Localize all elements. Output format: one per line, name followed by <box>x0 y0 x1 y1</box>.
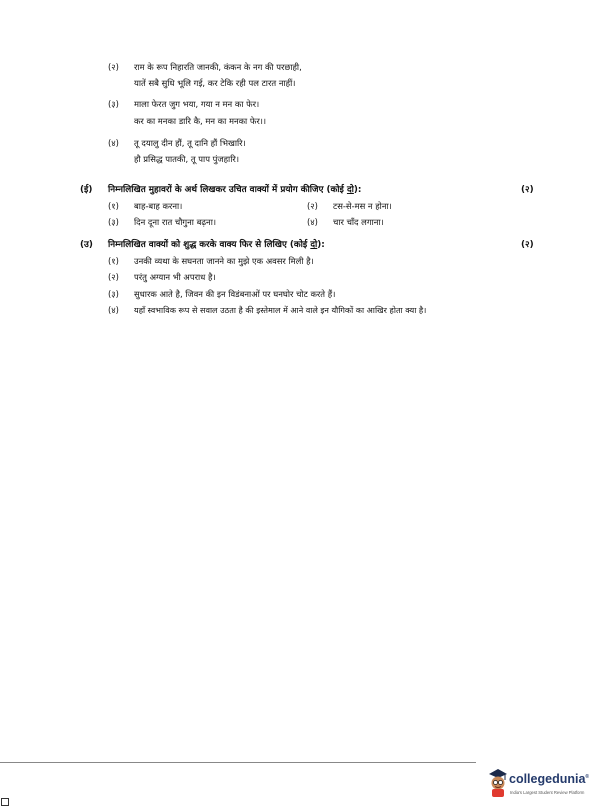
sentence-item: उनकी व्यथा के सघनता जानने का मुझे एक अवसर मिली है। <box>134 256 314 266</box>
couplet-line: माला फेरत जुग भया, गया न मन का फेर। <box>134 99 260 109</box>
idiom-item: चार चाँद लगाना। <box>333 217 384 227</box>
idiom-item: टस-से-मस न होना। <box>333 201 392 211</box>
sentence-item: सुधारक आते है, जिवन की इन विडंबनाओं पर घनघोर चोट करते हैं। <box>134 289 336 299</box>
section-heading: निम्नलिखित मुहावरों के अर्थ लिखकर उचित वाक्यों में प्रयोग कीजिए (कोई दो): <box>108 185 362 195</box>
sentence-item: यहाँ स्वभाविक रूप से सवाल उठता है की इस्तेमाल में आने वाले इन यौगिकों का आखिर होता क्या है। <box>134 305 427 315</box>
idiom-item: बाह-बाह करना। <box>134 201 183 211</box>
underlined-word: दो <box>310 240 318 250</box>
couplet-number: (३) <box>108 99 119 109</box>
logo-wordmark: collegedunia® <box>509 772 590 786</box>
item-number: (१) <box>108 256 119 266</box>
item-number: (४) <box>307 217 318 227</box>
section-marker: (उ) <box>80 240 93 250</box>
idiom-item: दिन दूना रात चौगुना बढ़ना। <box>134 217 217 227</box>
couplet-line: कर का मनका डारि कै, मन का मनका फेर।। <box>134 116 267 126</box>
couplet-number: (४) <box>108 138 119 148</box>
couplet-line: तू दयालु दीन हौं, तू दानि हौं भिखारि। <box>134 138 246 148</box>
section-heading: निम्नलिखित वाक्यों को शुद्ध करके वाक्य फिर से लिखिए (कोई दो): <box>108 240 325 250</box>
underlined-word: दो <box>346 185 354 195</box>
footer-divider <box>0 762 476 763</box>
item-number: (२) <box>108 272 119 282</box>
item-number: (४) <box>108 305 119 315</box>
section-marks: (२) <box>521 240 534 250</box>
item-number: (१) <box>108 201 119 211</box>
item-number: (३) <box>108 217 119 227</box>
corner-square <box>1 798 9 806</box>
item-number: (३) <box>108 289 119 299</box>
item-number: (२) <box>307 201 318 211</box>
mascot-icon <box>487 768 509 798</box>
couplet-line: हौ प्रसिद्ध पातकी, तू पाप पुंजहारि। <box>134 154 239 164</box>
couplet-line: यातें सबै सुधि भूलि गई, कर टेकि रही पल टारत नाहीं। <box>134 78 296 88</box>
section-marker: (ई) <box>80 185 93 195</box>
couplet-line: राम के रूप निहारति जानकी, कंकन के नग की परछाही, <box>134 62 302 72</box>
logo-tagline: India's Largest Student Review Platform <box>510 790 585 795</box>
sentence-item: परंतु अग्यान भी अपराध है। <box>134 272 216 282</box>
section-marks: (२) <box>521 185 534 195</box>
collegedunia-logo <box>487 768 591 802</box>
couplet-number: (२) <box>108 62 119 72</box>
